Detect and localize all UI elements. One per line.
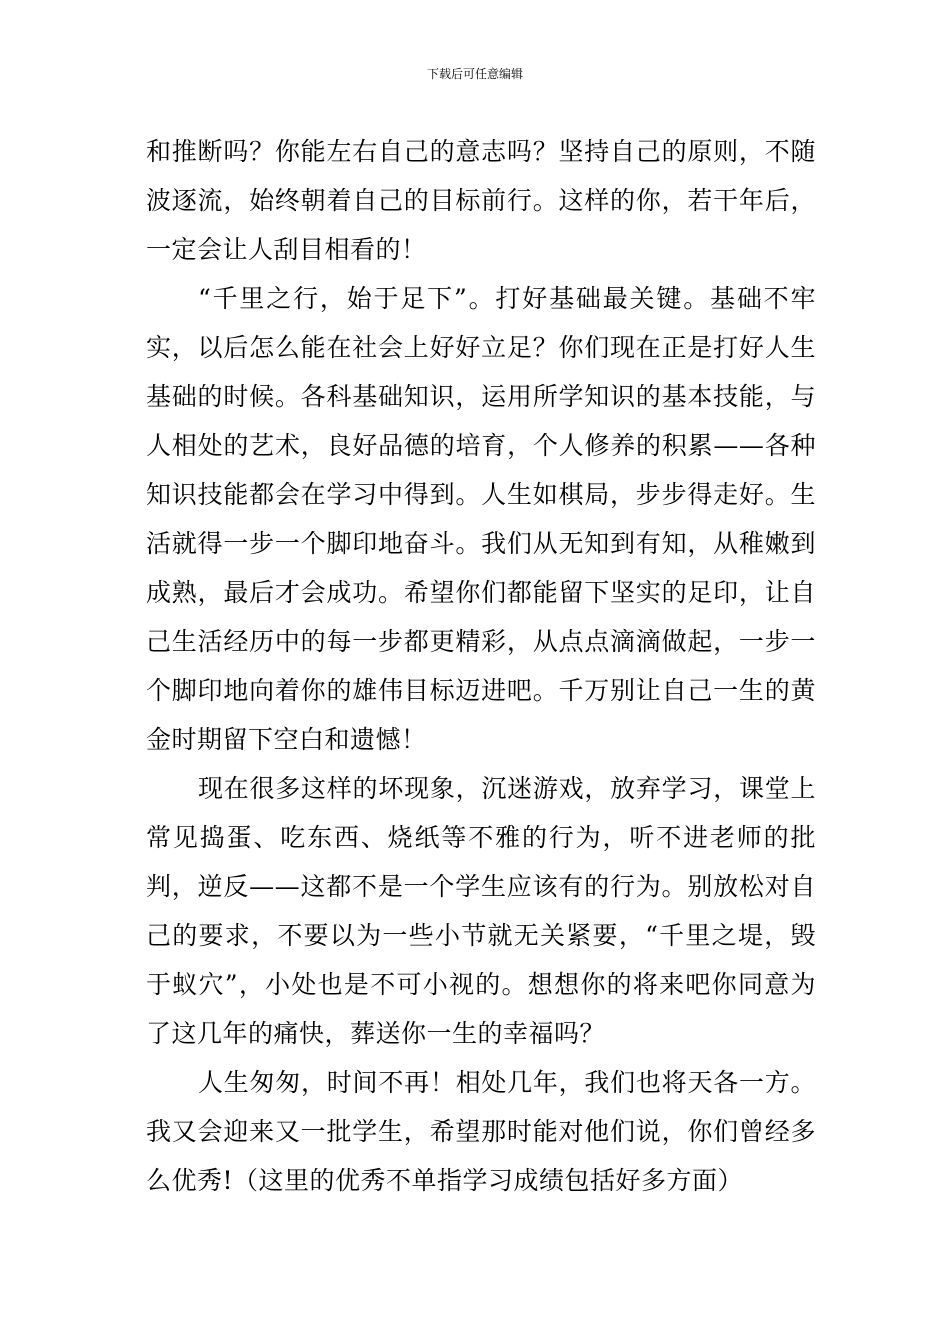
paragraph-4: 人生匆匆，时间不再！相处几年，我们也将天各一方。我又会迎来又一批学生，希望那时能对他们说，你们曾经多么优秀!（这里的优秀不单指学习成绩包括好多方面） xyxy=(146,1068,816,1195)
page-header-note: 下载后可任意编辑 xyxy=(426,67,523,81)
document-body xyxy=(146,127,816,1205)
paragraph-2: “千里之行，始于足下”。打好基础最关键。基础不牢实，以后怎么能在社会上好好立足？你们现在正是打好人生基础的时候。各科基础知识，运用所学知识的基本技能，与人相处的艺术，良好品德的培育，个人修养的积累——各种知识技能都会在学习中得到。人生如棋局，步步得走好。生活就得一步一个脚印地奋斗。我们从无知到有知，从稚嫩到成熟，最后才会成功。希望你们都能留下坚实的足印，让自己生活经历中的每一步都更精彩，从点点滴滴做起，一步一个脚印地向着你的雄伟目标迈进吧。千万别让自己一生的黄金时期留下空白和遗憾！ xyxy=(146,284,816,754)
paragraph-1: 和推断吗？你能左右自己的意志吗？坚持自己的原则，不随波逐流，始终朝着自己的目标前行。这样的你，若干年后，一定会让人刮目相看的！ xyxy=(146,137,816,264)
paragraph-3: 现在很多这样的坏现象，沉迷游戏，放弃学习，课堂上常见捣蛋、吃东西、烧纸等不雅的行为，听不进老师的批判，逆反——这都不是一个学生应该有的行为。别放松对自己的要求，不要以为一些小节就无关紧要，“千里之堤，毁于蚁穴”，小处也是不可小视的。想想你的将来吧你同意为了这几年的痛快，葬送你一生的幸福吗？ xyxy=(146,774,816,1048)
